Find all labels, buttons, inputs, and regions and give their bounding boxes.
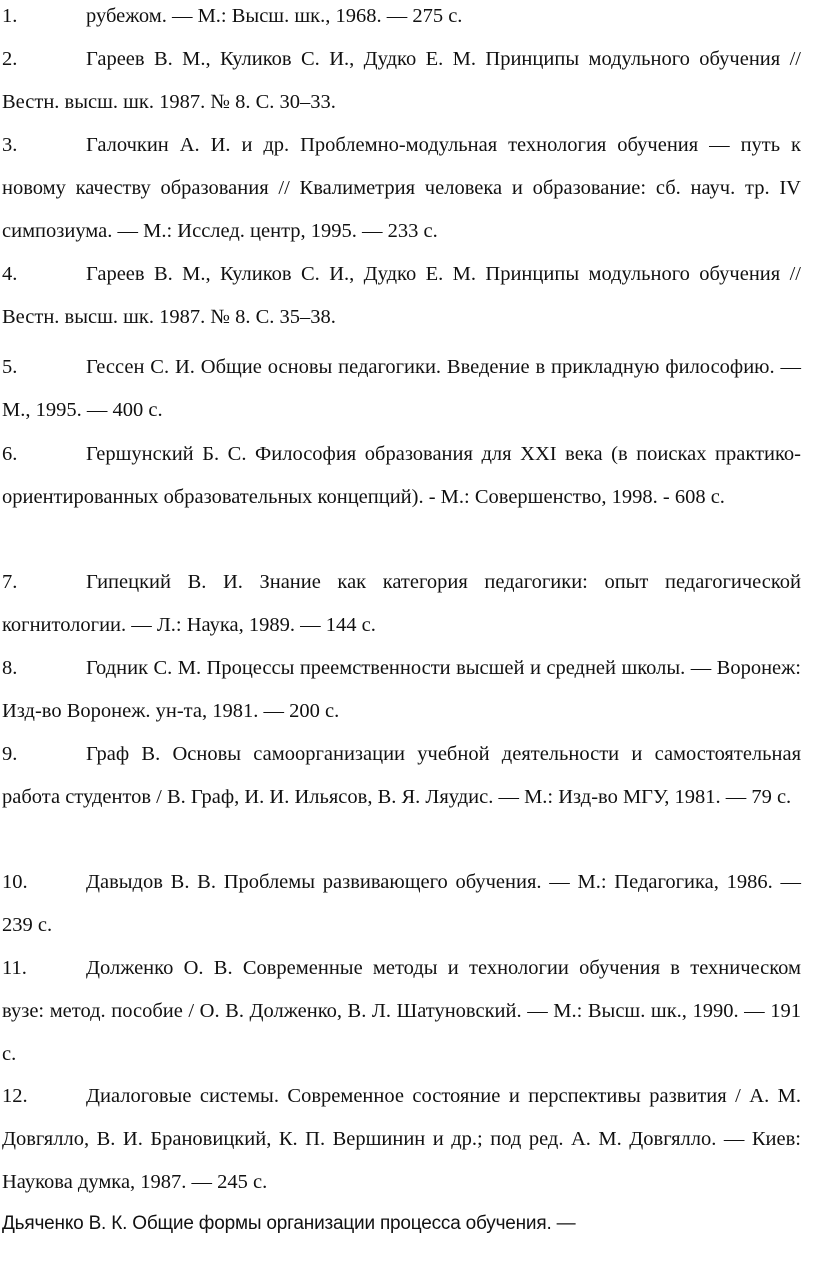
reference-item-8 (2, 647, 801, 733)
reference-number: 9. (2, 743, 18, 765)
reference-item-7 (2, 561, 801, 647)
reference-item-2 (2, 38, 801, 124)
reference-number: 8. (2, 657, 18, 679)
reference-number: 4. (2, 263, 18, 285)
reference-number: 12. (2, 1085, 28, 1107)
reference-item-5 (2, 346, 801, 432)
reference-number: 5. (2, 356, 18, 378)
reference-number: 2. (2, 48, 18, 70)
reference-text: Гареев В. М., Куликов С. И., Дудко Е. М. Принципы модульного обучения // Вестн. высш. шк. 1987. № 8. С. 30–33. (2, 48, 801, 113)
reference-item-1 (2, 0, 801, 38)
reference-text: Гершунский Б. С. Философия образования для XXI века (в поисках практико-ориентированных образовательных концепций). - М.: Совершенство, 1998. - 608 с. (2, 443, 801, 508)
reference-item-3 (2, 124, 801, 253)
reference-number: 7. (2, 571, 18, 593)
reference-item-11 (2, 947, 801, 1076)
reference-text: Галочкин А. И. и др. Проблемно-модульная технология обучения — путь к новому качеству образования // Квалиметрия человека и образование: сб. науч. тр. IV симпозиума. — М.: Исслед. центр, 1995. — 233 с. (2, 134, 801, 242)
reference-text: Гессен С. И. Общие основы педагогики. Введение в прикладную философию. — М., 1995. — 400 с. (2, 356, 801, 421)
reference-text: Долженко О. В. Современные методы и технологии обучения в техническом вузе: метод. пособие / О. В. Долженко, В. Л. Шатуновский. — М.: Высш. шк., 1990. — 191 с. (2, 957, 801, 1065)
reference-item-4 (2, 253, 801, 339)
reference-number: 1. (2, 5, 18, 27)
reference-item-6 (2, 433, 801, 519)
reference-item-12 (2, 1075, 801, 1204)
reference-text: Годник С. М. Процессы преемственности высшей и средней школы. — Воронеж: Изд-во Воронеж. ун-та, 1981. — 200 с. (2, 657, 801, 722)
reference-number: 6. (2, 443, 18, 465)
reference-item-partial: Дьяченко В. К. Общие формы организации процесса обучения. — (2, 1213, 576, 1234)
reference-text: Граф В. Основы самоорганизации учебной деятельности и самостоятельная работа студентов / В. Граф, И. И. Ильясов, В. Я. Ляудис. — М.: Изд-во МГУ, 1981. — 79 с. (2, 743, 801, 808)
reference-number: 10. (2, 871, 28, 893)
reference-item-9 (2, 733, 801, 819)
reference-number: 3. (2, 134, 18, 156)
reference-text: Гипецкий В. И. Знание как категория педагогики: опыт педагогической когнитологии. — Л.: Наука, 1989. — 144 с. (2, 571, 801, 636)
reference-text: Диалоговые системы. Современное состояние и перспективы развития / А. М. Довгялло, В. И. Брановицкий, К. П. Вершинин и др.; под ред. А. М. Довгялло. — Киев: Наукова думка, 1987. — 245 с. (2, 1085, 801, 1193)
reference-item-10 (2, 861, 801, 947)
reference-text: Давыдов В. В. Проблемы развивающего обучения. — М.: Педагогика, 1986. — 239 с. (2, 871, 801, 936)
reference-text: Гареев В. М., Куликов С. И., Дудко Е. М. Принципы модульного обучения // Вестн. высш. шк. 1987. № 8. С. 35–38. (2, 263, 801, 328)
reference-text: рубежом. — М.: Высш. шк., 1968. — 275 с. (86, 5, 463, 27)
reference-number: 11. (2, 957, 27, 979)
